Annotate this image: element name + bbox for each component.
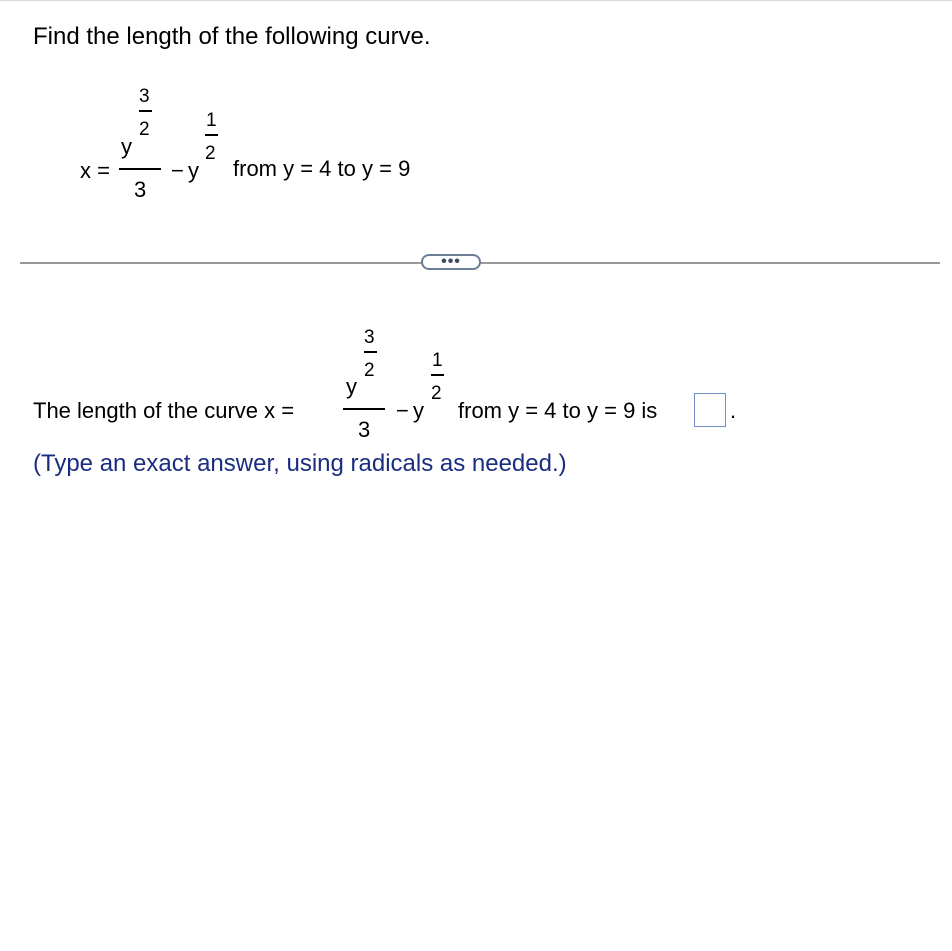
question-instruction: Find the length of the following curve. (33, 23, 431, 50)
answer-minus-sign: − (396, 398, 409, 423)
top-border (0, 0, 952, 1)
answer-exp2-numerator: 1 (432, 350, 443, 371)
answer-term1-denominator: 3 (358, 417, 371, 442)
answer-term2-base: y (413, 398, 424, 423)
answer-exp2-denominator: 2 (431, 383, 442, 404)
answer-prefix: The length of the curve x = (33, 398, 295, 423)
exp2-denominator: 2 (205, 143, 216, 164)
exp1-denominator: 2 (139, 119, 150, 140)
answer-exp2-bar (431, 374, 444, 376)
answer-exp1-bar (364, 351, 377, 353)
answer-suffix: from y = 4 to y = 9 is (458, 398, 658, 423)
term1-fraction-bar (119, 168, 161, 170)
exp1-numerator: 3 (139, 86, 150, 107)
answer-term1-base: y (346, 374, 357, 399)
term1-denominator: 3 (134, 177, 147, 202)
equation-lhs: x = (80, 158, 110, 183)
answer-hint: (Type an exact answer, using radicals as needed.) (33, 450, 567, 477)
answer-input[interactable] (694, 393, 726, 427)
term1-base: y (121, 134, 132, 159)
answer-term1-fraction-bar (343, 408, 385, 410)
answer-exp1-denominator: 2 (364, 360, 375, 381)
more-button[interactable]: ••• (421, 254, 481, 270)
exp2-numerator: 1 (206, 110, 217, 131)
term2-base: y (188, 158, 199, 183)
exp2-bar (205, 134, 218, 136)
answer-period: . (730, 398, 737, 423)
minus-sign: − (171, 158, 184, 183)
exp1-bar (139, 110, 152, 112)
answer-exp1-numerator: 3 (364, 327, 375, 348)
range-text: from y = 4 to y = 9 (233, 156, 411, 181)
